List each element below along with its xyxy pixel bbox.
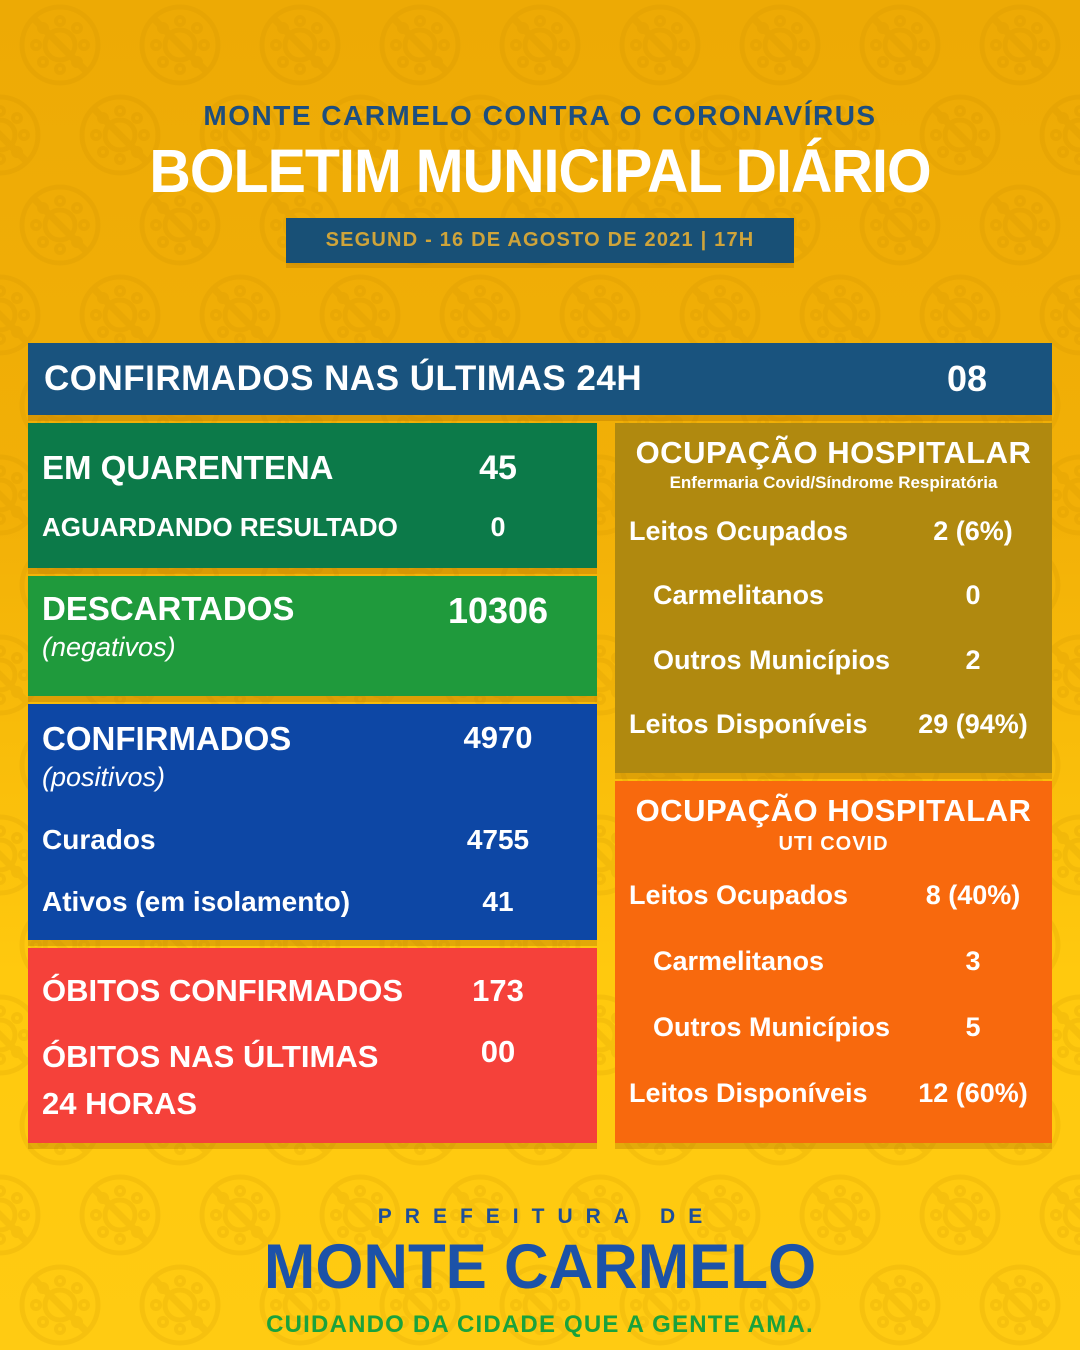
quarantine-label: EM QUARENTENA: [42, 449, 334, 486]
icu-title: OCUPAÇÃO HOSPITALAR: [635, 793, 1032, 828]
cured-label: Curados: [42, 823, 156, 855]
ward-occupied-value: 2 (6%): [933, 515, 1013, 546]
deaths-confirmed-label: ÓBITOS CONFIRMADOS: [42, 973, 404, 1008]
hospital-icu-box: [615, 781, 1052, 1143]
deaths-24h-row: [42, 1034, 583, 1127]
icu-occupied-row: [629, 880, 1038, 911]
icu-other-value: 5: [965, 1012, 981, 1043]
cured-row: [42, 824, 583, 856]
icu-occupied-label: Leitos Ocupados: [629, 879, 849, 910]
icu-available-value: 12 (60%): [918, 1078, 1028, 1109]
ward-occupied-row: [629, 516, 1038, 547]
confirmed-box: [28, 704, 597, 940]
discarded-box: [28, 576, 597, 696]
quarantine-value: 45: [479, 448, 517, 487]
icu-local-label: Carmelitanos: [653, 945, 825, 976]
deaths-24h-label: ÓBITOS NAS ÚLTIMAS 24 HORAS: [42, 1039, 379, 1121]
hospital-ward-box: [615, 423, 1052, 773]
awaiting-result-label: AGUARDANDO RESULTADO: [42, 511, 398, 542]
icu-other-label: Outros Municípios: [653, 1012, 891, 1043]
icu-available-row: [629, 1078, 1038, 1109]
deaths-box: [28, 948, 597, 1143]
deaths-confirmed-row: [42, 968, 583, 1015]
icu-local-value: 3: [965, 945, 981, 976]
awaiting-result-row: [42, 512, 583, 543]
discarded-sublabel: (negativos): [42, 632, 176, 662]
prefecture-logo-text: MONTE CARMELO: [263, 1232, 817, 1302]
discarded-value: 10306: [447, 590, 549, 631]
icu-other-row: [629, 1012, 1038, 1043]
confirmed-24h-label: CONFIRMADOS NAS ÚLTIMAS 24H: [44, 359, 643, 398]
prefecture-tagline: CUIDANDO DA CIDADE QUE A GENTE AMA.: [266, 1311, 814, 1338]
cured-value: 4755: [466, 823, 530, 855]
icu-local-row: [629, 946, 1038, 977]
ward-local-value: 0: [965, 580, 981, 611]
header: [0, 0, 1080, 263]
active-label: Ativos (em isolamento): [42, 886, 351, 917]
ward-title: OCUPAÇÃO HOSPITALAR: [635, 435, 1032, 470]
deaths-confirmed-value: 173: [472, 973, 524, 1009]
quarantine-box: [28, 423, 597, 568]
ward-other-row: [629, 645, 1038, 676]
ward-other-value: 2: [965, 644, 981, 675]
right-column: [615, 423, 1052, 1143]
discarded-label: DESCARTADOS: [42, 590, 295, 627]
date-banner: SEGUND - 16 DE AGOSTO DE 2021 | 17H: [286, 218, 795, 263]
ward-other-label: Outros Municípios: [653, 644, 891, 675]
ward-local-row: [629, 580, 1038, 611]
confirmed-24h-value: 08: [946, 358, 988, 399]
quarantine-row: [42, 449, 583, 488]
stats-content: [0, 343, 1080, 1143]
ward-available-value: 29 (94%): [918, 709, 1028, 740]
active-value: 41: [482, 886, 514, 917]
icu-occupied-value: 8 (40%): [925, 879, 1021, 910]
confirmed-value: 4970: [463, 720, 533, 755]
active-row: [42, 886, 583, 918]
prefecture-pretitle: PREFEITURA DE: [377, 1205, 716, 1228]
ward-available-label: Leitos Disponíveis: [629, 709, 868, 740]
campaign-title: MONTE CARMELO CONTRA O CORONAVÍRUS: [203, 100, 877, 131]
confirmed-label: CONFIRMADOS: [42, 720, 292, 757]
awaiting-result-value: 0: [490, 511, 506, 542]
ward-local-label: Carmelitanos: [653, 580, 825, 611]
confirmed-24h-bar: [28, 343, 1052, 415]
ward-subtitle: Enfermaria Covid/Síndrome Respiratória: [669, 473, 998, 492]
ward-available-row: [629, 709, 1038, 740]
left-column: [28, 423, 597, 1143]
bulletin-title: BOLETIM MUNICIPAL DIÁRIO: [149, 137, 931, 205]
confirmed-sublabel: (positivos): [42, 762, 166, 792]
deaths-24h-value: 00: [480, 1034, 516, 1069]
ward-occupied-label: Leitos Ocupados: [629, 515, 849, 546]
footer: [0, 1205, 1080, 1339]
icu-subtitle: UTI COVID: [778, 833, 889, 855]
icu-available-label: Leitos Disponíveis: [629, 1078, 868, 1109]
